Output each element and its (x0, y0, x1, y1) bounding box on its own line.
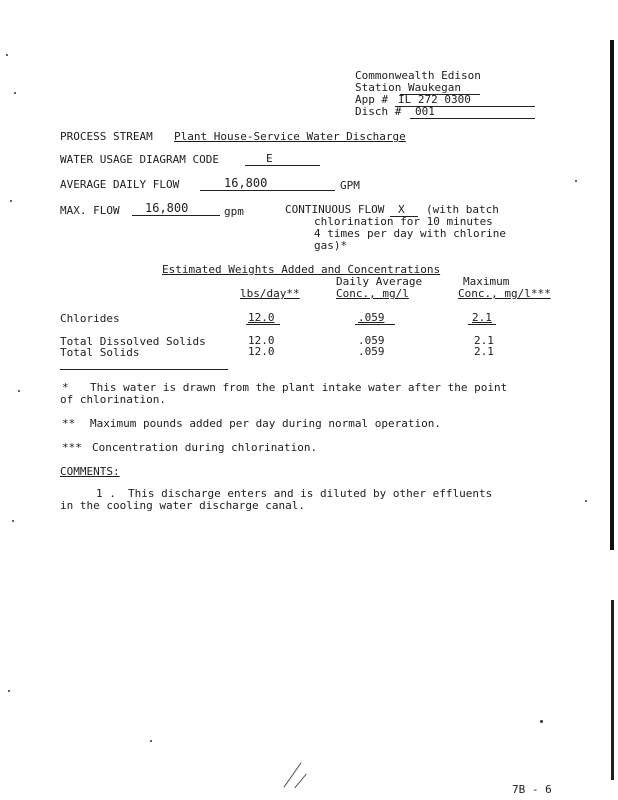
comment-line1: This discharge enters and is diluted by other effluents (128, 487, 493, 500)
row-chlorides-avg: .059 (358, 311, 385, 324)
row-chlorides-lbs: 12.0 (248, 311, 275, 324)
scan-speck (575, 180, 577, 182)
scan-stroke (294, 774, 306, 788)
process-stream-value: Plant House-Service Water Discharge (174, 130, 406, 143)
scan-speck (585, 500, 587, 502)
max-header-line2: Conc., mg/l*** (458, 287, 551, 300)
max-flow-value: 16,800 (145, 201, 189, 215)
row-tds-lbs: 12.0 (248, 334, 275, 347)
scan-speck (540, 720, 543, 723)
max-flow-unit: gpm (224, 205, 244, 218)
row-chlorides-avg-underline (355, 324, 395, 325)
scan-speck (8, 690, 10, 692)
disch-underline (410, 118, 535, 119)
footnote-3-mark: *** (62, 441, 82, 454)
row-tds-max: 2.1 (474, 334, 494, 347)
app-number: IL 272 0300 (398, 93, 471, 106)
comment-line2: in the cooling water discharge canal. (60, 499, 306, 512)
footnote-1-line2: of chlorination. (60, 393, 166, 406)
avg-header-line2: Conc., mg/l (336, 287, 409, 300)
disch-label: Disch # (355, 105, 402, 118)
row-chlorides-max-underline (468, 324, 496, 325)
avg-flow-value: 16,800 (224, 176, 268, 190)
avg-header-line1: Daily Average (336, 275, 423, 288)
scan-speck (12, 520, 14, 522)
continuous-note-3: 4 times per day with chlorine (314, 227, 507, 240)
row-label-chlorides: Chlorides (60, 312, 120, 325)
comments-label: COMMENTS: (60, 465, 120, 478)
lbs-header: lbs/day** (240, 287, 300, 300)
continuous-note-1: (with batch (426, 203, 499, 216)
scan-edge-lower (611, 600, 614, 780)
scan-speck (14, 92, 16, 94)
continuous-note-4: gas)* (314, 239, 348, 252)
company-name: Commonwealth Edison (355, 69, 481, 82)
diagram-code-underline (245, 165, 320, 166)
row-chlorides-max: 2.1 (472, 311, 492, 324)
continuous-note-2: chlorination for 10 minutes (314, 215, 493, 228)
comment-item-number: 1 . (96, 487, 116, 500)
app-label: App # (355, 93, 389, 106)
row-ts-lbs: 12.0 (248, 345, 275, 358)
row-ts-max: 2.1 (474, 345, 494, 358)
process-stream-label: PROCESS STREAM (60, 130, 153, 143)
row-label-ts: Total Solids (60, 346, 140, 359)
diagram-code-label: WATER USAGE DIAGRAM CODE (60, 153, 219, 166)
scan-edge (610, 40, 614, 550)
max-header-line1: Maximum (463, 275, 510, 288)
scan-speck (150, 740, 152, 742)
scan-speck (6, 54, 8, 56)
max-flow-label: MAX. FLOW (60, 204, 120, 217)
footnote-1-line1: This water is drawn from the plant intake water after the point (90, 381, 508, 394)
continuous-flow-value: X (398, 203, 405, 216)
avg-flow-unit: GPM (340, 179, 360, 192)
disch-number: 001 (415, 105, 435, 118)
footnote-2-text: Maximum pounds added per day during normal operation. (90, 417, 441, 430)
row-chlorides-lbs-underline (246, 324, 280, 325)
table-title: Estimated Weights Added and Concentrations (162, 263, 441, 276)
footnote-3-text: Concentration during chlorination. (92, 441, 318, 454)
row-label-tds: Total Dissolved Solids (60, 335, 206, 348)
row-ts-avg: .059 (358, 345, 385, 358)
page-number: 7B - 6 (512, 783, 552, 796)
scan-speck (10, 200, 12, 202)
row-tds-avg: .059 (358, 334, 385, 347)
footnote-1-mark: * (62, 381, 69, 394)
continuous-flow-label: CONTINUOUS FLOW (285, 203, 385, 216)
avg-flow-label: AVERAGE DAILY FLOW (60, 178, 180, 191)
station-name: Station Waukegan (355, 81, 461, 94)
footnote-separator (60, 369, 228, 370)
diagram-code-value: E (266, 152, 273, 165)
avg-flow-underline (200, 190, 335, 191)
scan-speck (18, 390, 20, 392)
footnote-2-mark: ** (62, 417, 76, 430)
max-flow-underline (132, 215, 220, 216)
